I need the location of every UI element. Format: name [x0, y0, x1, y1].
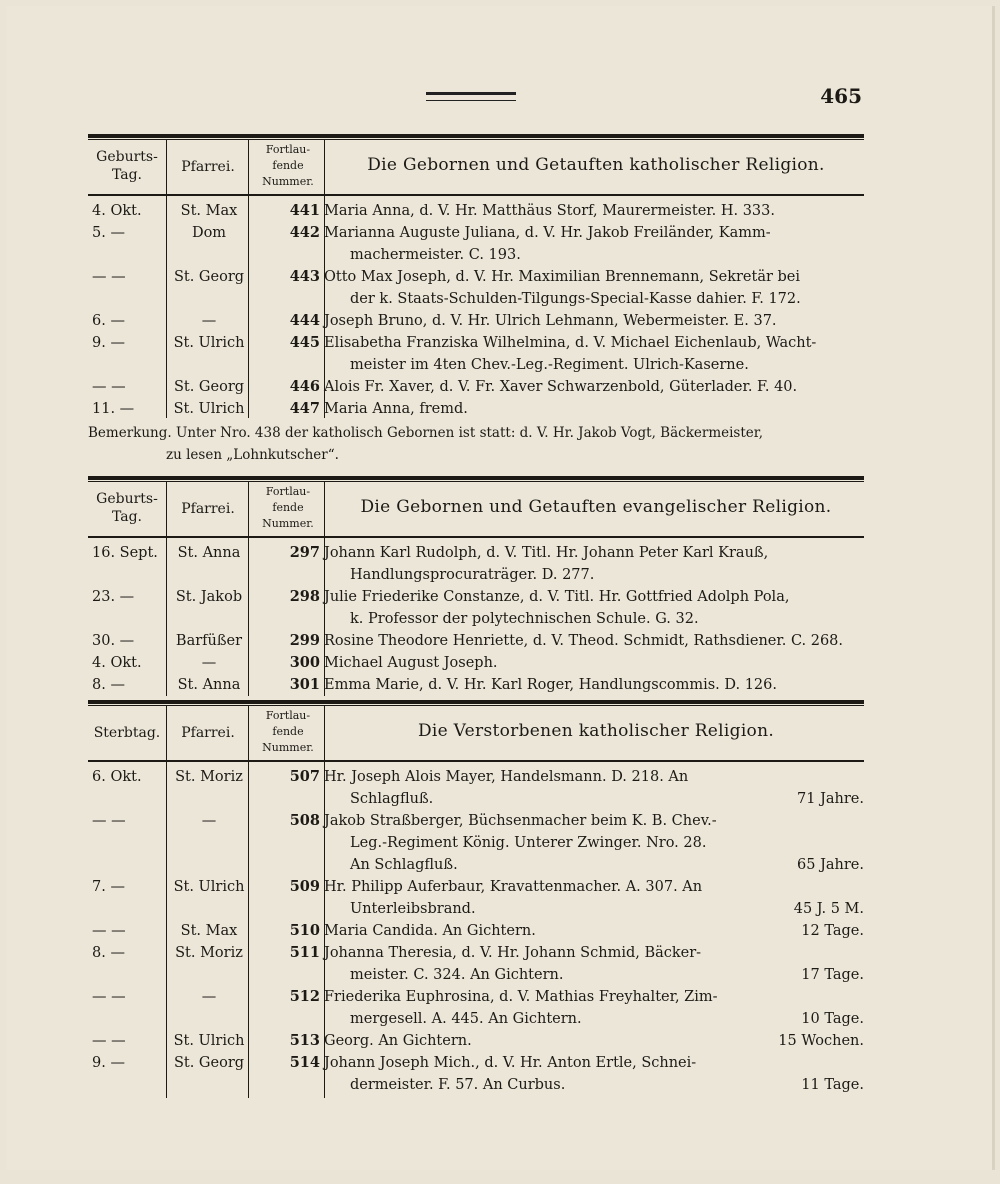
entry-parish: St. Moriz: [175, 945, 243, 961]
col-parish: Pfarrei.: [181, 159, 235, 175]
entry-day: 7. —: [92, 879, 125, 895]
register-entry: [88, 376, 864, 398]
register-entry: [88, 398, 864, 420]
entry-text: machermeister. C. 193.: [350, 247, 521, 263]
col-parish: Pfarrei.: [181, 501, 235, 517]
entry-text: Schlagfluß.: [350, 791, 434, 807]
entry-text: Julie Friederike Constanze, d. V. Titl. Hr. Gottfried Adolph Pola,: [324, 589, 790, 605]
entry-list: [88, 538, 864, 696]
entry-age: 11 Tage.: [801, 1077, 864, 1093]
register-entry: [88, 1074, 864, 1096]
entry-text: der k. Staats-Schulden-Tilgungs-Special-Kasse dahier. F. 172.: [350, 291, 801, 307]
entry-number: 507: [289, 768, 320, 785]
remark-line-2: zu lesen „Lohnkutscher“.: [166, 447, 339, 463]
entry-parish: St. Georg: [173, 1055, 245, 1071]
register-entry: [88, 608, 864, 630]
register-entry: [88, 920, 864, 942]
entry-text: Hr. Joseph Alois Mayer, Handelsmann. D. 218. An: [324, 769, 689, 785]
entry-parish: St. Ulrich: [173, 401, 245, 417]
entry-text: Johann Karl Rudolph, d. V. Titl. Hr. Johann Peter Karl Krauß,: [324, 545, 769, 561]
entry-day: 11. —: [92, 401, 135, 417]
entry-text: Joseph Bruno, d. V. Hr. Ulrich Lehmann, Webermeister. E. 37.: [324, 313, 777, 329]
entry-text: Michael August Joseph.: [324, 655, 498, 671]
entry-parish: —: [201, 655, 217, 671]
entry-age: 17 Tage.: [801, 967, 864, 983]
register-entry: [88, 942, 864, 964]
entry-day: — —: [92, 1033, 126, 1049]
section-catholic-births: [88, 134, 864, 466]
register-entry: [88, 832, 864, 854]
entry-day: 5. —: [92, 225, 125, 241]
col-running-number: Fortlau-fende Nummer.: [262, 485, 314, 530]
remark-line-1: Bemerkung. Unter Nro. 438 der katholisch Gebornen ist statt: d. V. Hr. Jakob Vogt, Bäckermeister,: [88, 425, 764, 441]
section-protestant-births: [88, 476, 864, 696]
entry-text: Jakob Straßberger, Büchsenmacher beim K. B. Chev.-: [324, 813, 717, 829]
entry-parish: St. Georg: [173, 269, 245, 285]
entry-number: 443: [289, 268, 320, 285]
entry-number: 513: [289, 1032, 320, 1049]
entry-text: Unterleibsbrand.: [350, 901, 476, 917]
entry-day: — —: [92, 989, 126, 1005]
entry-parish: St. Jakob: [175, 589, 243, 605]
register-entry: [88, 810, 864, 832]
entry-age: 10 Tage.: [801, 1011, 864, 1027]
entry-text: Marianna Auguste Juliana, d. V. Hr. Jakob Freiländer, Kamm-: [324, 225, 771, 241]
register-entry: [88, 898, 864, 920]
entry-parish: St. Anna: [177, 545, 241, 561]
register-entry: [88, 542, 864, 564]
entry-text: Johanna Theresia, d. V. Hr. Johann Schmid, Bäcker-: [324, 945, 702, 961]
entry-text: meister. C. 324. An Gichtern.: [350, 967, 564, 983]
register-entry: [88, 1008, 864, 1030]
register-entry: [88, 788, 864, 810]
section-catholic-deaths: [88, 700, 864, 1096]
entry-day: 4. Okt.: [92, 655, 142, 671]
entry-number: 442: [289, 224, 320, 241]
col-death-day: Sterbtag.: [93, 725, 161, 741]
register-entry: [88, 354, 864, 376]
entry-day: — —: [92, 923, 126, 939]
entry-text: Maria Anna, d. V. Hr. Matthäus Storf, Maurermeister. H. 333.: [324, 203, 775, 219]
entry-text: Johann Joseph Mich., d. V. Hr. Anton Ertle, Schnei-: [324, 1055, 697, 1071]
entry-number: 510: [289, 922, 320, 939]
register-entry: [88, 244, 864, 266]
register-entry: [88, 986, 864, 1008]
entry-text: Hr. Philipp Auferbaur, Kravattenmacher. A. 307. An: [324, 879, 703, 895]
entry-age: 12 Tage.: [801, 923, 864, 939]
entry-day: — —: [92, 813, 126, 829]
entry-text: Georg. An Gichtern.: [324, 1033, 472, 1049]
entry-parish: —: [201, 813, 217, 829]
entry-text: Elisabetha Franziska Wilhelmina, d. V. Michael Eichenlaub, Wacht-: [324, 335, 817, 351]
entry-number: 301: [289, 676, 320, 693]
entry-day: 4. Okt.: [92, 203, 142, 219]
entry-text: Emma Marie, d. V. Hr. Karl Roger, Handlungscommis. D. 126.: [324, 677, 777, 693]
entry-text: k. Professor der polytechnischen Schule. G. 32.: [350, 611, 699, 627]
column-header: [88, 706, 864, 762]
entry-text: mergesell. A. 445. An Gichtern.: [350, 1011, 582, 1027]
section-title: Die Verstorbenen katholischer Religion.: [417, 721, 775, 741]
entry-parish: St. Georg: [173, 379, 245, 395]
entry-day: 30. —: [92, 633, 135, 649]
entry-age: 45 J. 5 M.: [793, 901, 864, 917]
entry-text: An Schlagfluß.: [350, 857, 458, 873]
entry-number: 297: [289, 544, 320, 561]
register-entry: [88, 288, 864, 310]
register-entry: [88, 674, 864, 696]
entry-number: 511: [289, 944, 320, 961]
page-number: 465: [820, 84, 862, 108]
entry-number: 441: [289, 202, 320, 219]
entry-number: 514: [289, 1054, 320, 1071]
entry-text: Leg.-Regiment König. Unterer Zwinger. Nro. 28.: [350, 835, 707, 851]
entry-day: 6. —: [92, 313, 125, 329]
register-entry: [88, 332, 864, 354]
entry-text: Alois Fr. Xaver, d. V. Fr. Xaver Schwarzenbold, Güterlader. F. 40.: [324, 379, 798, 395]
register-entry: [88, 222, 864, 244]
register-entry: [88, 564, 864, 586]
entry-age: 71 Jahre.: [797, 791, 864, 807]
register-page: [6, 6, 995, 1170]
register-entry: [88, 876, 864, 898]
entry-number: 299: [289, 632, 320, 649]
entry-parish: St. Ulrich: [173, 879, 245, 895]
entry-parish: St. Max: [180, 923, 238, 939]
column-header: [88, 482, 864, 538]
entry-number: 445: [289, 334, 320, 351]
section-title: Die Gebornen und Getauften evangelischer Religion.: [360, 497, 832, 517]
entry-text: Maria Candida. An Gichtern.: [324, 923, 536, 939]
entry-parish: St. Moriz: [175, 769, 243, 785]
register-entry: [88, 854, 864, 876]
entry-day: — —: [92, 379, 126, 395]
entry-parish: St. Ulrich: [173, 335, 245, 351]
entry-number: 298: [289, 588, 320, 605]
entry-parish: St. Anna: [177, 677, 241, 693]
entry-day: 8. —: [92, 677, 125, 693]
register-entry: [88, 200, 864, 222]
col-parish: Pfarrei.: [181, 725, 235, 741]
register-entry: [88, 310, 864, 332]
entry-day: — —: [92, 269, 126, 285]
register-entry: [88, 1030, 864, 1052]
col-running-number: Fortlau-fende Nummer.: [262, 143, 314, 188]
col-birth-day: Geburts-Tag.: [96, 491, 158, 525]
entry-parish: Barfüßer: [175, 633, 243, 649]
column-header: [88, 140, 864, 196]
entry-day: 23. —: [92, 589, 135, 605]
register-entry: [88, 964, 864, 986]
entry-number: 509: [289, 878, 320, 895]
entry-number: 447: [289, 400, 320, 417]
entry-age: 15 Wochen.: [778, 1033, 864, 1049]
entry-list: [88, 196, 864, 420]
entry-text: Rosine Theodore Henriette, d. V. Theod. Schmidt, Rathsdiener. C. 268.: [324, 633, 844, 649]
entry-text: Handlungsprocuraträger. D. 277.: [350, 567, 595, 583]
entry-day: 16. Sept.: [92, 545, 158, 561]
remark-note: [88, 420, 864, 466]
entry-parish: St. Max: [180, 203, 238, 219]
entry-day: 9. —: [92, 335, 125, 351]
register-entry: [88, 1052, 864, 1074]
entry-text: dermeister. F. 57. An Curbus.: [350, 1077, 566, 1093]
entry-number: 446: [289, 378, 320, 395]
col-running-number: Fortlau-fende Nummer.: [262, 709, 314, 754]
entry-number: 508: [289, 812, 320, 829]
entry-day: 6. Okt.: [92, 769, 142, 785]
register-entry: [88, 586, 864, 608]
entry-text: Friederika Euphrosina, d. V. Mathias Freyhalter, Zim-: [324, 989, 718, 1005]
register-entry: [88, 766, 864, 788]
register-entry: [88, 652, 864, 674]
entry-list: [88, 762, 864, 1096]
entry-text: meister im 4ten Chev.-Leg.-Regiment. Ulrich-Kaserne.: [350, 357, 749, 373]
header-ornament: [426, 92, 516, 101]
entry-number: 512: [289, 988, 320, 1005]
page-header: [88, 84, 864, 114]
section-title: Die Gebornen und Getauften katholischer Religion.: [367, 155, 825, 175]
entry-text: Otto Max Joseph, d. V. Hr. Maximilian Brennemann, Sekretär bei: [324, 269, 801, 285]
entry-parish: —: [201, 313, 217, 329]
register-entry: [88, 266, 864, 288]
entry-age: 65 Jahre.: [797, 857, 864, 873]
entry-day: 9. —: [92, 1055, 125, 1071]
col-birth-day: Geburts-Tag.: [96, 149, 158, 183]
entry-number: 300: [289, 654, 320, 671]
register-entry: [88, 630, 864, 652]
entry-parish: —: [201, 989, 217, 1005]
entry-number: 444: [289, 312, 320, 329]
entry-day: 8. —: [92, 945, 125, 961]
entry-text: Maria Anna, fremd.: [324, 401, 468, 417]
entry-parish: Dom: [191, 225, 227, 241]
entry-parish: St. Ulrich: [173, 1033, 245, 1049]
